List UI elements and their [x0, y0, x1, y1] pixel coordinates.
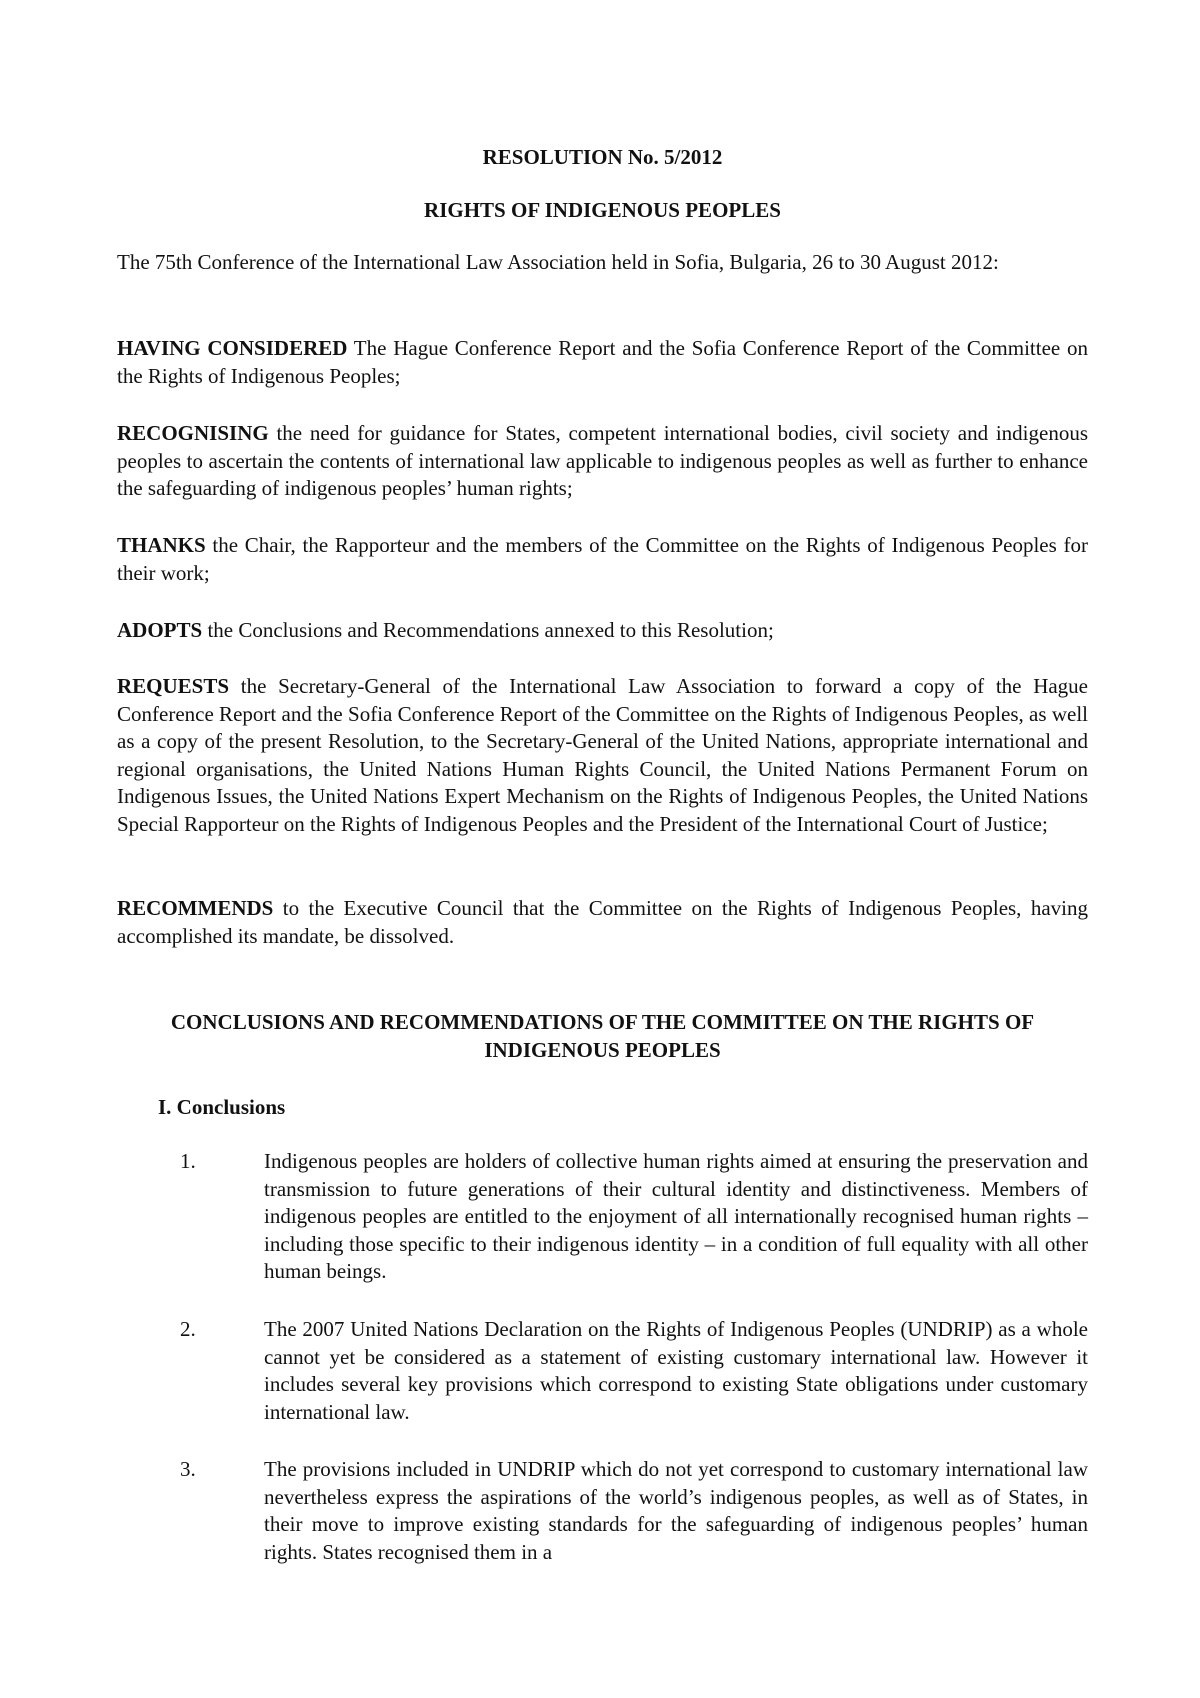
clause-text: the need for guidance for States, competent international bodies, civil society and indigenous peoples to ascertain the contents of international law applicable to indigenous peoples as well as further to enhance the safeguarding of indigenous peoples’ human rights;	[117, 421, 1088, 500]
item-number: 3.	[180, 1457, 196, 1481]
clause-keyword: HAVING CONSIDERED	[117, 336, 348, 360]
clause-keyword: ADOPTS	[117, 618, 203, 642]
clause-text: the Secretary-General of the International Law Association to forward a copy of the Hague Conference Report and the Sofia Conference Report of the Committee on the Rights of Indigenous Peoples, as well as a copy of the present Resolution, to the Secretary-General of the United Nations, appropriate international and regional organisations, the United Nations Human Rights Council, the United Nations Permanent Forum on Indigenous Issues, the United Nations Expert Mechanism on the Rights of Indigenous Peoples, the United Nations Special Rapporteur on the Rights of Indigenous Peoples and the President of the International Court of Justice;	[117, 674, 1088, 836]
item-text: The 2007 United Nations Declaration on the Rights of Indigenous Peoples (UNDRIP) as a whole cannot yet be considered as a statement of existing customary international law. However it includes several key provisions which correspond to existing State obligations under customary international law.	[264, 1317, 1088, 1424]
clause-thanks	[117, 532, 1088, 587]
clause-keyword: RECOMMENDS	[117, 896, 274, 920]
clause-text: to the Executive Council that the Committee on the Rights of Indigenous Peoples, having accomplished its mandate, be dissolved.	[117, 896, 1088, 948]
clause-text: The Hague Conference Report and the Sofia Conference Report of the Committee on the Rights of Indigenous Peoples;	[117, 336, 1088, 388]
clause-keyword: REQUESTS	[117, 674, 230, 698]
clause-recommends	[117, 895, 1088, 950]
clause-keyword: THANKS	[117, 533, 206, 557]
resolution-subtitle: RIGHTS OF INDIGENOUS PEOPLES	[424, 198, 781, 222]
clause-keyword: RECOGNISING	[117, 421, 269, 445]
item-number: 2.	[180, 1317, 196, 1341]
section-heading-conclusions: I. Conclusions	[158, 1095, 286, 1119]
item-text: The provisions included in UNDRIP which do not yet correspond to customary international law nevertheless express the aspirations of the world’s indigenous peoples, as well as of States, in their move to improve existing standards for the safeguarding of indigenous peoples’ human rights. States recognised them in a	[264, 1457, 1088, 1564]
resolution-title: RESOLUTION No. 5/2012	[482, 145, 723, 169]
clause-adopts	[117, 617, 1088, 645]
item-text: Indigenous peoples are holders of collective human rights aimed at ensuring the preservation and transmission to future generations of their cultural identity and distinctiveness. Members of indigenous peoples are entitled to the enjoyment of all internationally recognised human rights – including those specific to their indigenous identity – in a condition of full equality with all other human beings.	[264, 1149, 1088, 1283]
clause-recognising	[117, 420, 1088, 503]
intro-paragraph: The 75th Conference of the International Law Association held in Sofia, Bulgaria, 26 to 30 August 2012:	[117, 250, 999, 274]
annex-title: CONCLUSIONS AND RECOMMENDATIONS OF THE COMMITTEE ON THE RIGHTS OF INDIGENOUS PEOPLES	[170, 1010, 1035, 1062]
clause-text: the Conclusions and Recommendations annexed to this Resolution;	[202, 618, 774, 642]
item-number: 1.	[180, 1149, 196, 1173]
clause-requests	[117, 673, 1088, 838]
clause-having-considered	[117, 335, 1088, 390]
clause-text: the Chair, the Rapporteur and the members of the Committee on the Rights of Indigenous Peoples for their work;	[117, 533, 1088, 585]
